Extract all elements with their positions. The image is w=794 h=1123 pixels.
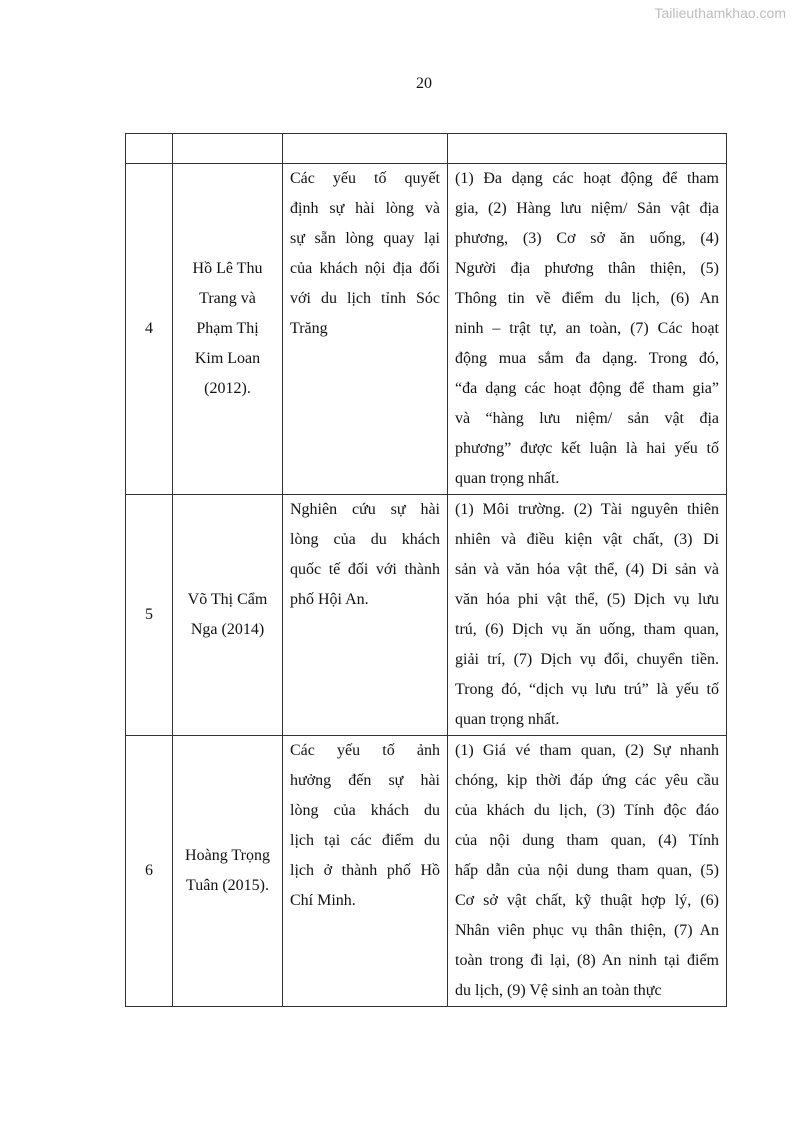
- result-line: (1) Đa dạng các hoạt động để tham: [455, 170, 719, 187]
- result-line: giải trí, (7) Dịch vụ đổi, chuyển tiền.: [455, 651, 719, 668]
- result-line: toàn trong đi lại, (8) An ninh tại điểm: [455, 952, 719, 969]
- result-line: nhiên và điều kiện vật chất, (3) Di: [455, 531, 719, 548]
- topic-line: quốc tế đối với thành: [290, 561, 440, 578]
- row-number: 6: [145, 862, 153, 879]
- table-row-empty: [126, 134, 727, 164]
- author-cell: [173, 495, 283, 736]
- author-line: Nga (2014): [190, 621, 265, 638]
- result-line: quan trọng nhất.: [455, 711, 560, 728]
- result-line: Thông tin về điểm du lịch, (6) An: [455, 290, 719, 307]
- literature-table: [125, 133, 727, 1007]
- result-line: Trong đó, “dịch vụ lưu trú” là yếu tố: [455, 681, 719, 698]
- author-line: Võ Thị Cẩm: [187, 591, 268, 608]
- result-line: và “hàng lưu niệm/ sản vật địa: [455, 410, 719, 427]
- table-row: [126, 736, 727, 1007]
- topic-line: với du lịch tỉnh Sóc: [290, 290, 440, 307]
- result-line: phương, (3) Cơ sở ăn uống, (4): [455, 230, 719, 247]
- result-line: của nội dung tham quan, (4) Tính: [455, 832, 719, 849]
- result-line: sản và văn hóa vật thể, (4) Di sản và: [455, 561, 719, 578]
- topic-line: sự sẵn lòng quay lại: [290, 230, 440, 247]
- table-row: [126, 495, 727, 736]
- result-line: Người địa phương thân thiện, (5): [455, 260, 719, 277]
- row-number-cell: [126, 495, 173, 736]
- row-number-cell: [126, 736, 173, 1007]
- topic-cell: [283, 736, 448, 1007]
- topic-line: Trăng: [290, 320, 328, 337]
- topic-line: định sự hài lòng và: [290, 200, 440, 217]
- author-cell: [173, 736, 283, 1007]
- result-line: (1) Giá vé tham quan, (2) Sự nhanh: [455, 742, 719, 759]
- topic-line: Chí Minh.: [290, 892, 356, 909]
- result-line: (1) Môi trường. (2) Tài nguyên thiên: [455, 501, 719, 518]
- table-cell: [283, 134, 448, 164]
- result-line: gia, (2) Hàng lưu niệm/ Sản vật địa: [455, 200, 719, 217]
- topic-line: Các yếu tố ảnh: [290, 742, 440, 759]
- topic-line: lòng của du khách: [290, 531, 440, 548]
- author-line: Hoàng Trọng: [185, 847, 270, 864]
- topic-cell: [283, 495, 448, 736]
- result-line: Cơ sở vật chất, kỹ thuật hợp lý, (6): [455, 892, 719, 909]
- author-line: Kim Loan: [194, 350, 261, 367]
- table-cell: [173, 134, 283, 164]
- author-line: Hồ Lê Thu: [192, 260, 263, 277]
- table-cell: [126, 134, 173, 164]
- topic-line: Nghiên cứu sự hài: [290, 501, 440, 518]
- table-row: [126, 164, 727, 495]
- result-cell: [448, 164, 727, 495]
- topic-line: của khách nội địa đối: [290, 260, 440, 277]
- result-line: “đa dạng các hoạt động để tham gia”: [455, 380, 719, 397]
- result-line: phương” được kết luận là hai yếu tố: [455, 440, 719, 457]
- result-line: ninh – trật tự, an toàn, (7) Các hoạt: [455, 320, 719, 337]
- topic-cell: [283, 164, 448, 495]
- result-line: Nhân viên phục vụ thân thiện, (7) An: [455, 922, 719, 939]
- author-line: (2012).: [204, 380, 251, 397]
- result-cell: [448, 495, 727, 736]
- topic-line: lòng của khách du: [290, 802, 440, 819]
- result-line: động mua sắm đa dạng. Trong đó,: [455, 350, 719, 367]
- row-number: 4: [145, 320, 153, 337]
- author-line: Trang và: [199, 290, 256, 307]
- row-number-cell: [126, 164, 173, 495]
- watermark: Tailieuthamkhao.com: [654, 5, 786, 21]
- author-cell: [173, 164, 283, 495]
- result-line: của khách du lịch, (3) Tính độc đáo: [455, 802, 719, 819]
- result-line: trú, (6) Dịch vụ ăn uống, tham quan,: [455, 621, 719, 638]
- result-line: chóng, kịp thời đáp ứng các yêu cầu: [455, 772, 719, 789]
- result-line: du lịch, (9) Vệ sinh an toàn thực: [455, 982, 662, 999]
- result-line: quan trọng nhất.: [455, 470, 560, 487]
- result-line: hấp dẫn của nội dung tham quan, (5): [455, 862, 719, 879]
- result-line: văn hóa phi vật thể, (5) Dịch vụ lưu: [455, 591, 719, 608]
- result-cell: [448, 736, 727, 1007]
- topic-line: hưởng đến sự hài: [290, 772, 440, 789]
- topic-line: lịch ở thành phố Hồ: [290, 862, 440, 879]
- topic-line: Các yếu tố quyết: [290, 170, 440, 187]
- page-number: 20: [416, 75, 432, 92]
- table-cell: [448, 134, 727, 164]
- topic-line: lịch tại các điểm du: [290, 832, 440, 849]
- row-number: 5: [145, 606, 153, 623]
- author-line: Tuân (2015).: [186, 877, 269, 894]
- topic-line: phố Hội An.: [290, 591, 369, 608]
- author-line: Phạm Thị: [196, 320, 259, 337]
